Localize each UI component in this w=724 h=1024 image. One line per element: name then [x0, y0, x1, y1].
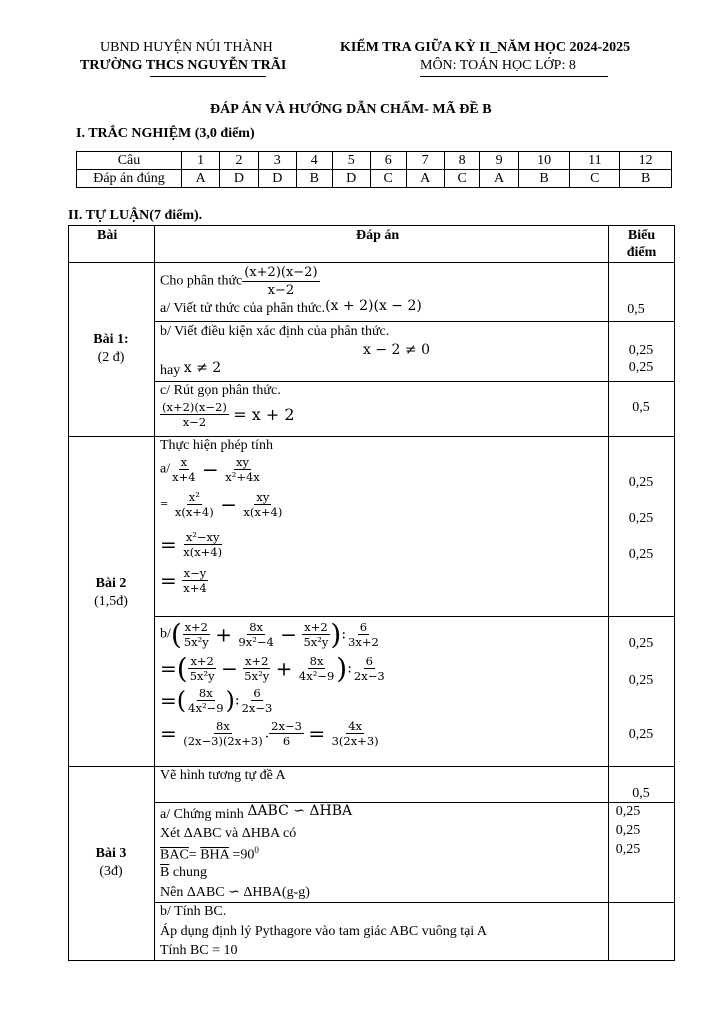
frac-num: 4x [348, 719, 362, 733]
frac-num: 8x [309, 654, 324, 668]
part1-heading: I. TRẮC NGHIỆM (3,0 điểm) [76, 126, 255, 141]
frac-den: x(x+4) [243, 505, 283, 519]
bai3-draw-point: 0,5 [632, 786, 650, 801]
bai2-b-line4 [160, 719, 381, 748]
frac-den: (2x−3)(2x+3) [183, 734, 263, 748]
col-header-dapan: Đáp án [356, 228, 400, 243]
q-answer: B [518, 170, 570, 188]
frac-num: 8x [249, 620, 264, 634]
bai1-c-expr [160, 400, 295, 429]
col-header-bai: Bài [97, 228, 118, 243]
equals-sign: = [160, 656, 177, 681]
header-left-2: TRƯỜNG THCS NGUYỄN TRÃI [80, 58, 287, 73]
frac-num: x+2 [245, 654, 269, 668]
header-right-underline [420, 76, 608, 77]
frac-den: 5x²y [183, 635, 209, 649]
bai3-b-text: b/ Tính BC. [160, 904, 227, 919]
frac [269, 719, 304, 748]
frac [182, 620, 211, 649]
q-num: 2 [220, 152, 258, 170]
bai2-intro: Thực hiện phép tính [160, 438, 273, 453]
frac-den: x+4 [183, 581, 207, 595]
answer-table-label-dapan: Đáp án đúng [77, 170, 182, 188]
divide-sign: : [341, 626, 347, 643]
bai2-a-point1: 0,25 [628, 475, 654, 490]
bai3-a [160, 803, 353, 823]
page-title: ĐÁP ÁN VÀ HƯỚNG DẪN CHẤM- MÃ ĐỀ B [210, 102, 492, 117]
angle-b: $\overline{B}$ [160, 865, 170, 880]
bai1-c-frac [160, 400, 229, 429]
bai2-a-point3: 0,25 [628, 547, 654, 562]
bai2-b-line1 [160, 618, 381, 651]
plus-sign: + [275, 656, 293, 681]
equals-sign: = [160, 568, 177, 593]
frac-num: xy [256, 490, 270, 504]
frac-den: x²+4x [225, 470, 260, 484]
bai3-a-point1: 0,25 [615, 804, 641, 819]
answer-table-label-cau: Câu [77, 152, 182, 170]
frac-num: 8x [198, 686, 213, 700]
frac-den: 6 [282, 734, 291, 748]
frac-den: 5x²y [303, 635, 329, 649]
frac-num: x+2 [304, 620, 328, 634]
q-num: 11 [570, 152, 620, 170]
bai3-line2 [160, 845, 259, 864]
frac [241, 490, 284, 519]
divide-sign: : [347, 660, 352, 677]
bai1-intro [160, 264, 320, 299]
frac [297, 654, 336, 683]
frac [170, 455, 197, 484]
part2-heading: II. TỰ LUẬN(7 điểm). [68, 208, 203, 223]
bai1-a-point: 0,5 [627, 302, 645, 317]
frac-den: x−2 [267, 283, 295, 298]
bai1-a-text: a/ Viết tử thức của phân thức. [160, 301, 326, 316]
header-right-1: KIỂM TRA GIỮA KỲ II_NĂM HỌC 2024-2025 [340, 40, 631, 55]
q-answer: D [220, 170, 258, 188]
minus-sign: − [221, 656, 238, 681]
frac-den: 2x−3 [353, 669, 385, 683]
bai1-c-result: = x + 2 [233, 405, 295, 424]
bai1-name: Bài 1: [93, 332, 129, 347]
q-num: 7 [406, 152, 444, 170]
bai1-c-text: c/ Rút gọn phân thức. [160, 383, 281, 398]
bai3-a-math: ΔABC ∽ ΔHBA [247, 803, 353, 819]
bai1-b-hay-text: hay [160, 363, 181, 378]
frac-num: 6 [253, 686, 261, 700]
q-num: 10 [518, 152, 570, 170]
bai3-line2-val: =90 [229, 847, 255, 863]
q-answer: C [444, 170, 480, 188]
minus-sign: − [280, 622, 298, 647]
bai1-a-answer: (x + 2)(x − 2) [325, 298, 422, 314]
equals-sign: = [160, 532, 177, 557]
bai3-line1: Xét ΔABC và ΔHBA có [160, 826, 297, 841]
bai1-b-point2: 0,25 [628, 360, 654, 375]
frac-den: x+4 [172, 470, 196, 484]
q-num: 6 [370, 152, 406, 170]
equals-sign: = [308, 721, 326, 746]
q-answer: A [480, 170, 518, 188]
col-header-diem-1: Biểu [627, 228, 656, 243]
frac [242, 654, 271, 683]
bai2-points: (1,5đ) [94, 594, 128, 609]
bai2-step3 [160, 566, 209, 595]
bai3-line2-eq: = [188, 847, 201, 863]
paren-close: ) [336, 652, 348, 685]
bai3-line3 [160, 865, 207, 881]
q-num: 9 [480, 152, 518, 170]
q-answer: D [258, 170, 296, 188]
frac-den: x(x+4) [183, 545, 223, 559]
frac [223, 455, 262, 484]
frac-den: 5x²y [189, 669, 215, 683]
frac-num: x [180, 455, 188, 469]
frac-num: (x+2)(x−2) [244, 265, 318, 280]
minus-sign: − [202, 457, 219, 482]
header-left-underline [150, 76, 266, 77]
bai3-a-point2: 0,25 [615, 823, 641, 838]
header-left-1: UBND HUYỆN NÚI THÀNH [100, 40, 273, 55]
bai2-b-line2 [160, 652, 387, 685]
q-answer: B [296, 170, 332, 188]
minus-sign: − [220, 492, 237, 517]
bai2-step1 [160, 490, 284, 519]
bai1-b-hay [160, 362, 221, 379]
q-num: 5 [332, 152, 370, 170]
bai1-intro-text: Cho phân thức [160, 273, 243, 289]
frac-num: xy [236, 455, 249, 469]
angle-bac: $\overline{BAC}$ [160, 847, 189, 863]
degree-superscript: 0 [254, 845, 259, 855]
bai1-b-text: b/ Viết điều kiện xác định của phân thức. [160, 324, 390, 339]
multiply-dot: . [264, 725, 270, 742]
bai1-fraction [242, 264, 319, 299]
col-header-diem-2: điểm [626, 245, 657, 260]
frac [240, 686, 275, 715]
q-num: 4 [296, 152, 332, 170]
bai1-points: (2 đ) [97, 350, 125, 365]
paren-open: ( [176, 652, 188, 685]
frac-num: (x+2)(x−2) [162, 400, 227, 414]
paren-close: ) [330, 618, 342, 651]
frac-den: 3(2x+3) [331, 734, 379, 748]
frac-den: 5x²y [244, 669, 270, 683]
q-answer: C [370, 170, 406, 188]
equals-sign: = [160, 721, 177, 746]
q-num: 8 [444, 152, 480, 170]
paren-open: ( [170, 618, 182, 651]
paren-open: ( [176, 686, 187, 715]
frac-num: x−y [183, 566, 207, 580]
frac [236, 620, 275, 649]
paren-close: ) [225, 686, 235, 715]
divide-sign: : [234, 692, 240, 709]
frac [346, 620, 381, 649]
bai3-b-line1: Áp dụng định lý Pythagore vào tam giác ABC vuông tại A [160, 924, 488, 939]
frac-num: 6 [359, 620, 368, 634]
bai1-b-answer2: x ≠ 2 [183, 360, 222, 376]
frac-den: 2x−3 [241, 701, 273, 715]
bai2-b-point3: 0,25 [628, 727, 654, 742]
bai2-b-label: b/ [160, 626, 171, 642]
bai2-step2 [160, 530, 224, 559]
bai1-b-point1: 0,25 [628, 343, 654, 358]
plus-sign: + [215, 622, 232, 647]
angle-bha: $\overline{BHA}$ [200, 847, 229, 863]
bai1-a [160, 300, 422, 317]
bai3-line4: Nên ΔABC ∽ ΔHBA(g-g) [160, 885, 310, 900]
bai3-draw: Vẽ hình tương tự đề A [160, 768, 286, 783]
bai2-a-expr [160, 455, 262, 484]
frac-num: x² [188, 490, 200, 504]
bai2-b-point2: 0,25 [628, 673, 654, 688]
q-answer: D [332, 170, 370, 188]
frac [188, 654, 217, 683]
bai2-a-label: a/ [160, 461, 171, 477]
bai3-a-point3: 0,25 [615, 842, 641, 857]
bai1-c-point: 0,5 [632, 400, 650, 415]
frac-num: x+2 [190, 654, 214, 668]
frac-den: 9x²−4 [238, 635, 274, 649]
frac [181, 530, 224, 559]
equals-sign: = [160, 688, 177, 713]
frac [352, 654, 387, 683]
header-right-2: MÔN: TOÁN HỌC LỚP: 8 [420, 58, 576, 73]
frac [173, 490, 216, 519]
equals-sign: = [160, 499, 169, 510]
q-num: 3 [258, 152, 296, 170]
q-answer: A [182, 170, 220, 188]
frac-den: 4x²−9 [298, 669, 335, 683]
frac [330, 719, 381, 748]
bai3-b-line2: Tính BC = 10 [160, 943, 238, 958]
frac [186, 686, 225, 715]
q-answer: B [620, 170, 672, 188]
frac-num: x+2 [184, 620, 209, 634]
bai2-name: Bài 2 [95, 576, 127, 591]
frac [181, 566, 208, 595]
q-num: 1 [182, 152, 220, 170]
q-answer: A [406, 170, 444, 188]
frac-num: 8x [216, 719, 230, 733]
frac-num: 2x−3 [271, 719, 302, 733]
frac-den: 4x²−9 [188, 701, 224, 715]
frac-num: x²−xy [185, 530, 220, 544]
bai3-name: Bài 3 [95, 846, 127, 861]
answer-table [76, 151, 672, 188]
bai3-a-text: a/ Chứng minh [160, 807, 248, 822]
frac-den: 3x+2 [348, 635, 379, 649]
bai1-b-answer: x − 2 ≠ 0 [363, 342, 430, 358]
bai3-line3-text: chung [169, 865, 208, 880]
frac [301, 620, 330, 649]
bai2-b-point1: 0,25 [628, 636, 654, 651]
q-answer: C [570, 170, 620, 188]
q-num: 12 [620, 152, 672, 170]
bai3-points: (3đ) [99, 864, 123, 879]
bai2-b-line3 [160, 686, 274, 715]
frac-den: x(x+4) [174, 505, 214, 519]
frac [181, 719, 264, 748]
frac-num: 6 [365, 654, 373, 668]
frac-den: x−2 [182, 415, 207, 429]
bai2-a-point2: 0,25 [628, 511, 654, 526]
